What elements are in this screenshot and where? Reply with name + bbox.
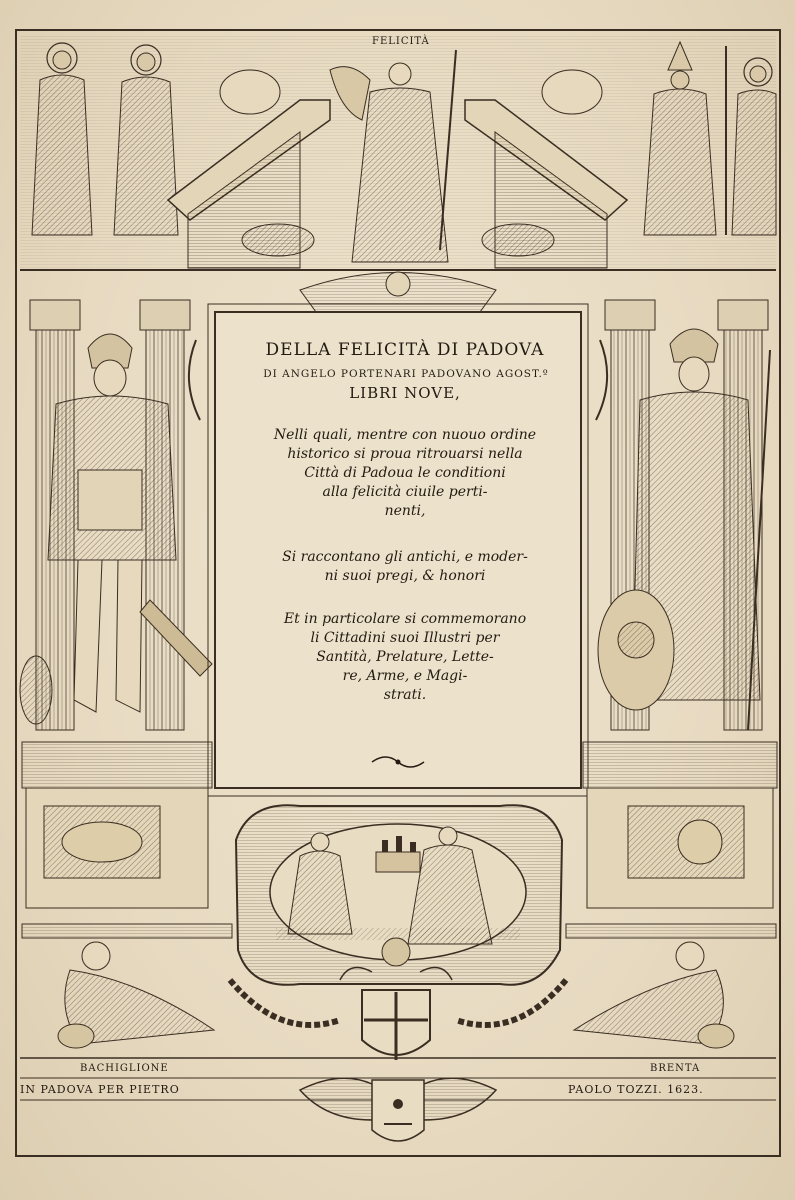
top-frieze xyxy=(20,34,776,270)
putto-left xyxy=(220,70,280,114)
river-label-right: BRENTA xyxy=(650,1063,701,1074)
description-line: Nelli quali, mentre con nuouo ordine xyxy=(273,427,537,443)
description-line: li Cittadini suoi Illustri per xyxy=(310,630,500,646)
bottom-cartouche xyxy=(300,1078,496,1141)
description-line: alla felicità ciuile perti- xyxy=(322,484,488,500)
description-line: Santità, Prelature, Lette- xyxy=(316,649,494,665)
description-line: nenti, xyxy=(384,503,426,519)
description-paragraph-1 xyxy=(228,426,582,521)
description-line: historico si proua ritrouarsi nella xyxy=(287,446,523,462)
books-count: LIBRI NOVE, xyxy=(349,384,461,402)
pedestal-right xyxy=(583,742,777,908)
felicita-label: FELICITÀ xyxy=(372,36,430,47)
lion-mask xyxy=(382,938,410,966)
description-paragraph-3 xyxy=(228,610,582,705)
imprint-printer-year: PAOLO TOZZI. 1623. xyxy=(568,1083,704,1096)
garland-right xyxy=(456,980,566,1025)
river-god-bachiglione xyxy=(22,924,232,1048)
description-line: re, Arme, e Magi- xyxy=(342,668,468,684)
description-line: Città di Padoua le conditioni xyxy=(304,465,506,481)
description-line: Et in particolare si commemorano xyxy=(283,611,527,627)
imprint-place-printer: IN PADOVA PER PIETRO xyxy=(20,1083,180,1096)
river-label-left: BACHIGLIONE xyxy=(80,1063,169,1074)
description-paragraph-2 xyxy=(228,548,582,586)
central-cartouche xyxy=(236,805,562,985)
author-line: DI ANGELO PORTENARI PADOVANO AGOST.º xyxy=(263,368,549,380)
description-line: strati. xyxy=(383,687,427,703)
river-god-brenta xyxy=(566,924,776,1048)
description-line: ni suoi pregi, & honori xyxy=(324,568,486,584)
garland-left xyxy=(230,980,340,1025)
pedestal-left xyxy=(22,742,212,908)
page-title: DELLA FELICITÀ DI PADOVA xyxy=(265,340,545,360)
putto-right xyxy=(542,70,602,114)
description-line: Si raccontano gli antichi, e moder- xyxy=(282,549,528,565)
